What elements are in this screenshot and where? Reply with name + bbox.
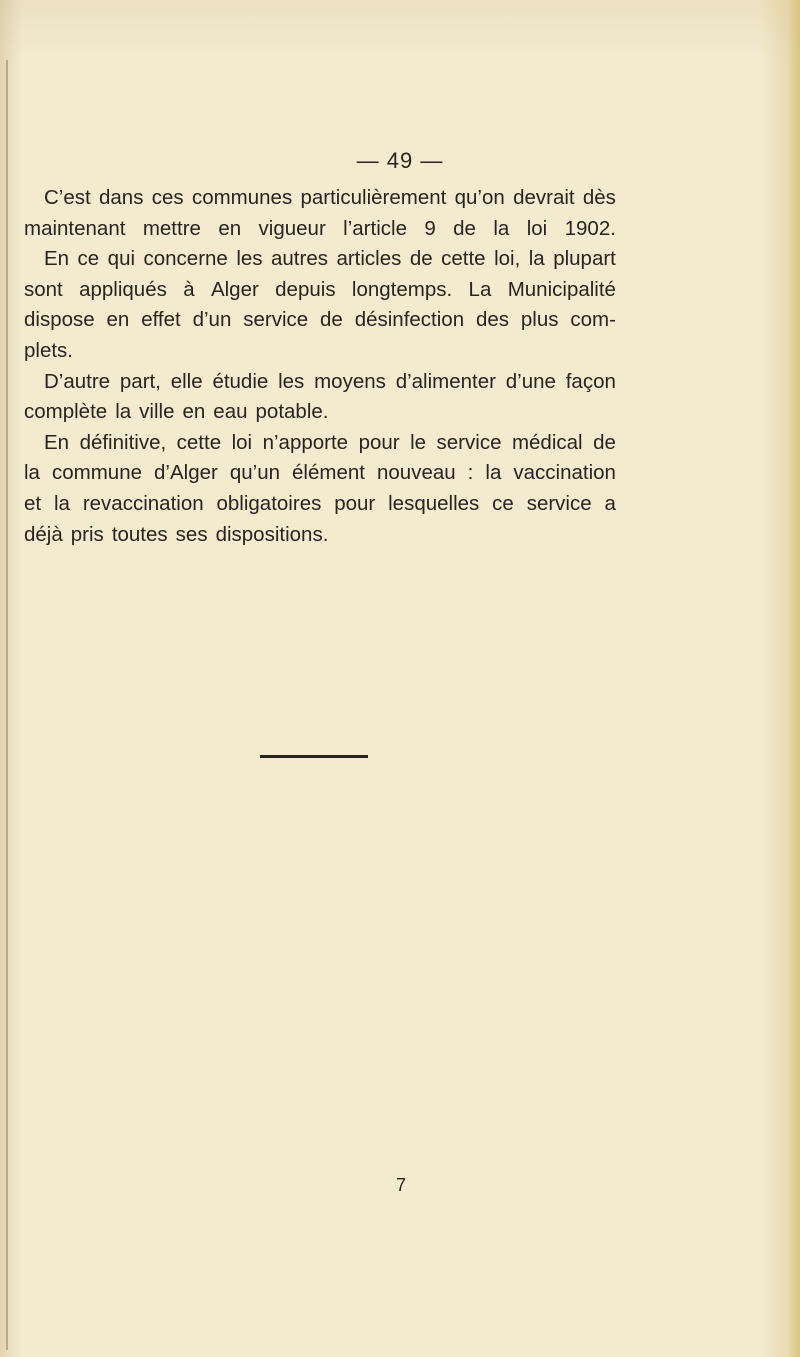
text-line: plets. (24, 338, 73, 362)
text-line: C’est dans ces communes particulièrement qu’on devrait dès (44, 186, 616, 209)
text-line: En ce qui concerne les autres articles de cette loi, la plupart (44, 247, 616, 271)
page-right-edge (788, 0, 800, 1357)
text-line: complète la ville en eau potable. (24, 400, 329, 424)
page-number: — 49 — (356, 148, 444, 173)
text-line: sont appliqués à Alger depuis longtemps. La Municipalité (24, 277, 616, 301)
signature-mark: 7 (395, 1175, 406, 1195)
text-line: En définitive, cette loi n’apporte pour le service médical de (44, 430, 616, 454)
text-line: déjà pris toutes ses dispositions. (24, 522, 329, 546)
text-line: dispose en effet d’un service de désinfection des plus com- (24, 308, 616, 332)
text-line: maintenant mettre en vigueur l’article 9 de la loi 1902. (24, 216, 616, 240)
section-divider (260, 755, 368, 758)
text-line: et la revaccination obligatoires pour lesquelles ce service a (24, 491, 616, 515)
text-line: la commune d’Alger qu’un élément nouveau : la vaccination (24, 461, 616, 485)
body-text (24, 183, 616, 550)
page-left-edge (6, 60, 8, 1350)
text-line: D’autre part, elle étudie les moyens d’alimenter d’une façon (44, 369, 616, 393)
